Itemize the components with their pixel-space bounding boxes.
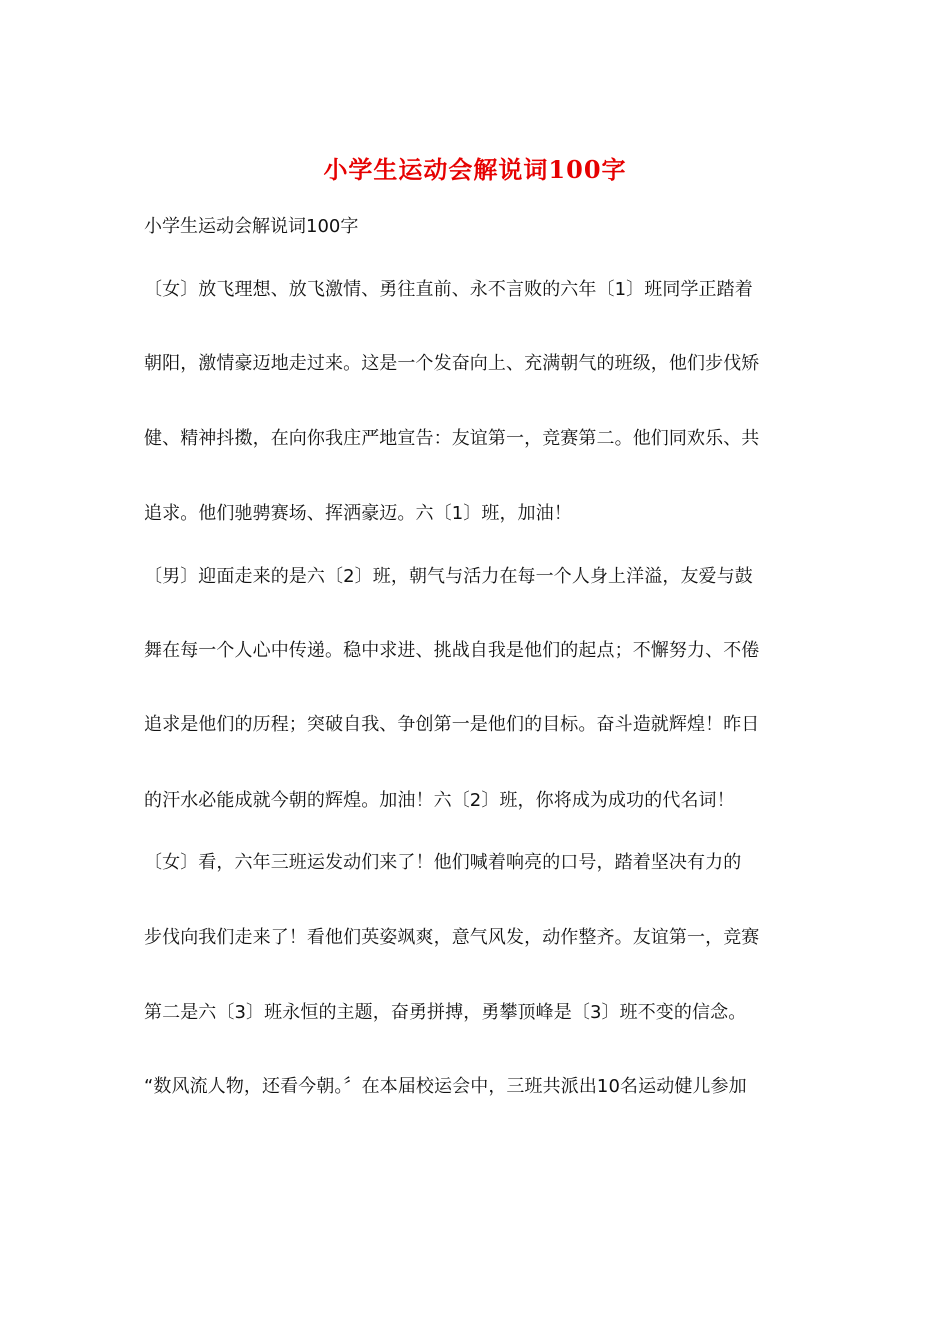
- paragraph-line: 健、精神抖擞，在向你我庄严地宣告：友谊第一，竞赛第二。他们同欢乐、共: [144, 428, 760, 449]
- paragraph-line: 舞在每一个人心中传递。稳中求进、挑战自我是他们的起点；不懈努力、不倦: [144, 640, 760, 661]
- paragraph-line: “数风流人物，还看今朝。〞在本届校运会中，三班共派出10名运动健儿参加: [144, 1076, 747, 1097]
- paragraph-line: 追求。他们驰骋赛场、挥洒豪迈。六〔1〕班，加油！: [144, 503, 572, 524]
- paragraph-line: 追求是他们的历程；突破自我、争创第一是他们的目标。奋斗造就辉煌！昨日: [144, 714, 760, 735]
- document-title: 小学生运动会解说词100字: [323, 155, 627, 184]
- paragraph-line: 朝阳，激情豪迈地走过来。这是一个发奋向上、充满朝气的班级，他们步伐矫: [144, 353, 760, 374]
- paragraph-line: 〔男〕迎面走来的是六〔2〕班，朝气与活力在每一个人身上洋溢，友爱与鼓: [144, 566, 753, 587]
- paragraph-line: 〔女〕看，六年三班运发动们来了！他们喊着响亮的口号，踏着坚决有力的: [144, 852, 742, 873]
- paragraph-line: 第二是六〔3〕班永恒的主题，奋勇拼搏，勇攀顶峰是〔3〕班不变的信念。: [144, 1002, 747, 1023]
- paragraph-line: 步伐向我们走来了！看他们英姿飒爽，意气风发，动作整齐。友谊第一，竞赛: [144, 927, 760, 948]
- paragraph-line: 的汗水必能成就今朝的辉煌。加油！六〔2〕班，你将成为成功的代名词！: [144, 790, 735, 811]
- paragraph-line: 〔女〕放飞理想、放飞激情、勇往直前、永不言败的六年〔1〕班同学正踏着: [144, 279, 753, 300]
- document-subtitle: 小学生运动会解说词100字: [144, 216, 359, 237]
